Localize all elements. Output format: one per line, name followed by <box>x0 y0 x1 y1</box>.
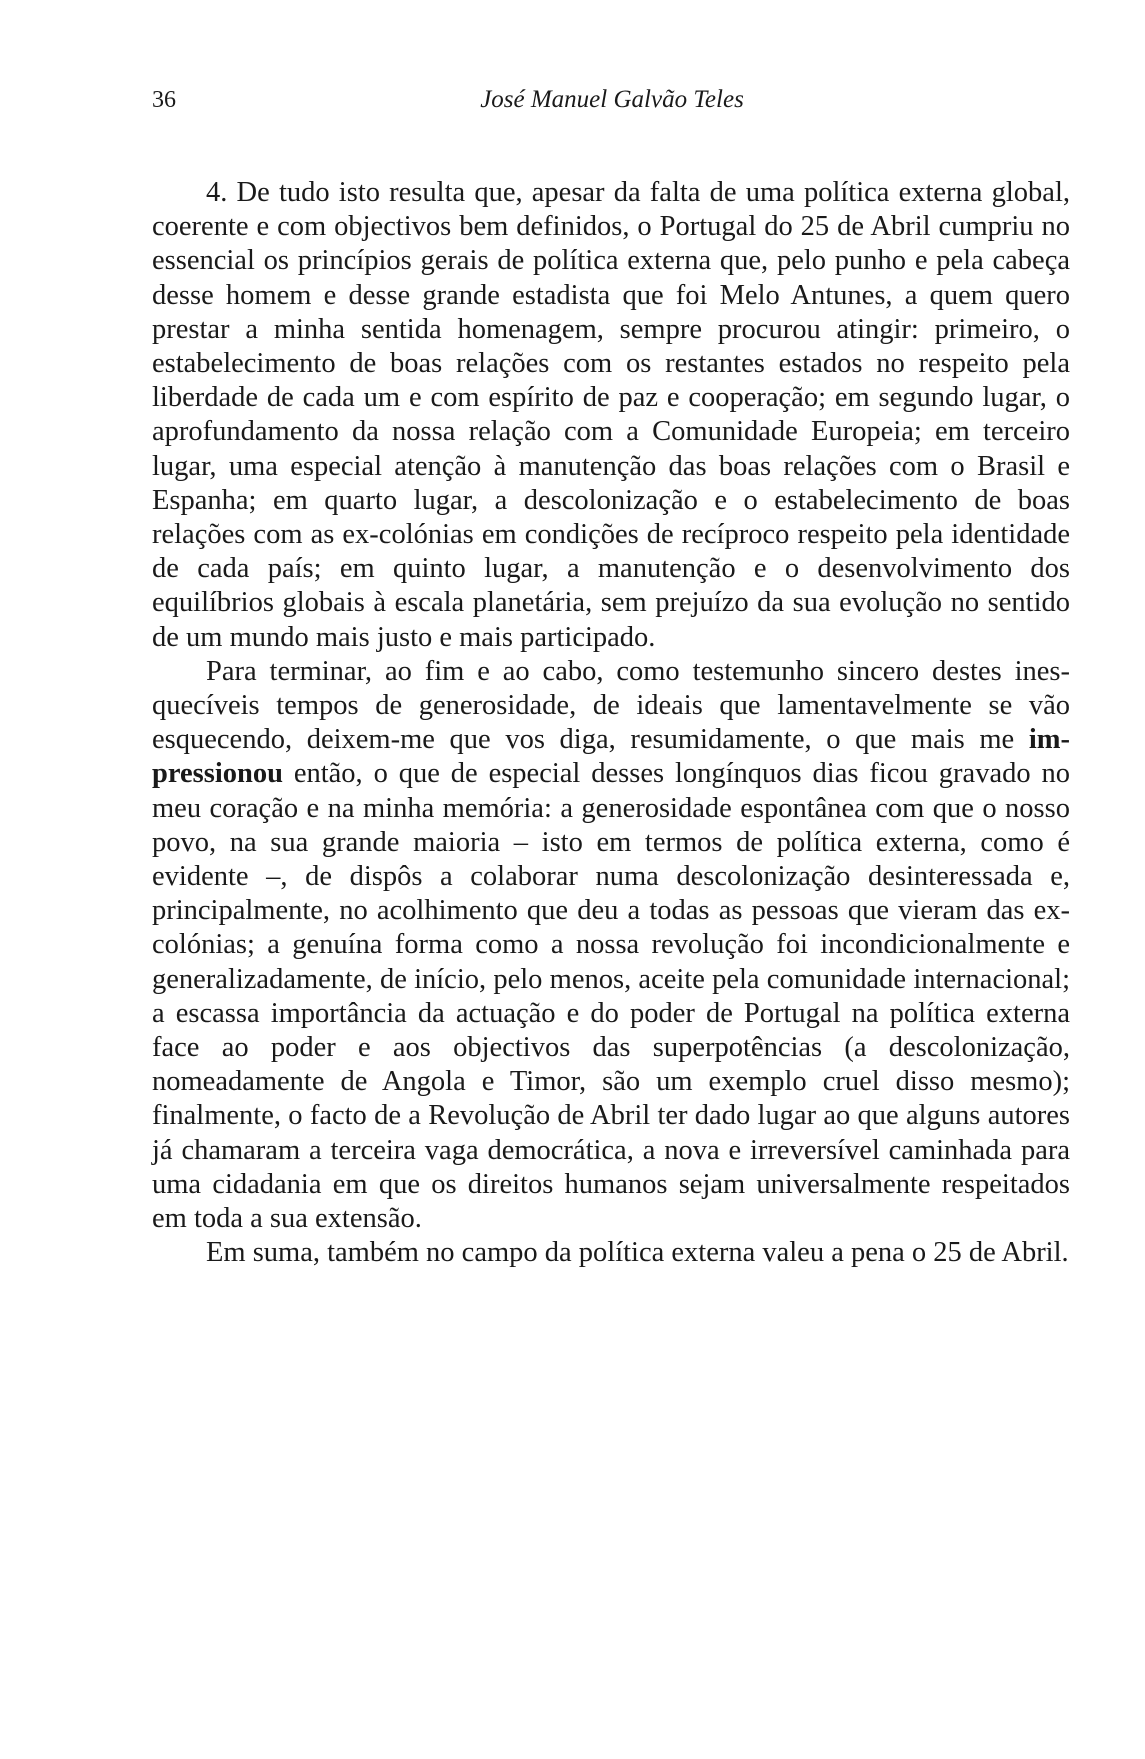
running-header <box>152 82 1072 118</box>
running-title: José Manuel Galvão Teles <box>480 86 744 113</box>
paragraph-2-text-start: Para terminar, ao fim e ao cabo, como testemunho sincero destes inesquecíveis tempos de generosidade, de ideais que lamentavelmente se vão esquecendo, deixem-me que vos diga, resumidamente, o que mais me <box>152 655 1070 756</box>
paragraph-2 <box>152 655 1070 1236</box>
page-number: 36 <box>152 87 176 113</box>
paragraph-2-text-end: então, o que de especial desses longínquos dias ficou gravado no meu coração e na minha memória: a generosidade espontânea com que o nosso povo, na sua grande maioria – isto em termos de política externa, como é evidente –, de dispôs a colaborar numa descolonização desinteressada e, principalmente, no acolhimento que deu a todas as pessoas que vieram das ex-colónias; a genuína forma como a nossa revolução foi incondicionalmente e generalizadamente, de início, pelo menos, aceite pela comunidade internacional; a escassa importância da actuação e do poder de Portugal na política externa face ao poder e aos objectivos das superpotências (a descolonização, nomeadamente de Angola e Timor, são um exemplo cruel disso mesmo); finalmente, o facto de a Revolução de Abril ter dado lugar ao que alguns autores já chamaram a terceira vaga democrática, a nova e irreversível caminhada para uma cidadania em que os direitos humanos sejam universalmente respeitados em toda a sua extensão. <box>152 758 1070 1235</box>
body-text <box>152 176 1070 1271</box>
paragraph-1: 4. De tudo isto resulta que, apesar da falta de uma política externa global, coerente e com objectivos bem definidos, o Portugal do 25 de Abril cumpriu no essencial os princípios gerais de política externa que, pelo punho e pela cabeça desse homem e desse grande estadista que foi Melo Antunes, a quem quero prestar a minha sentida homenagem, sempre procurou atingir: primeiro, o estabelecimento de boas relações com os restantes estados no respeito pela liberdade de cada um e com espírito de paz e cooperação; em segundo lugar, o aprofundamento da nossa relação com a Comunidade Europeia; em terceiro lugar, uma especial atenção à manutenção das boas relações com o Brasil e Espanha; em quarto lugar, a descolonização e o estabelecimento de boas relações com as ex-colónias em condições de recíproco respeito pela identidade de cada país; em quinto lugar, a manutenção e o desenvolvimento dos equilíbrios globais à escala planetária, sem prejuízo da sua evolução no sentido de um mundo mais justo e mais participado. <box>152 177 1070 653</box>
paragraph-3: Em suma, também no campo da política externa valeu a pena o 25 de Abril. <box>206 1237 1069 1269</box>
paragraph-2-bold-word: impressionou <box>152 724 1070 790</box>
